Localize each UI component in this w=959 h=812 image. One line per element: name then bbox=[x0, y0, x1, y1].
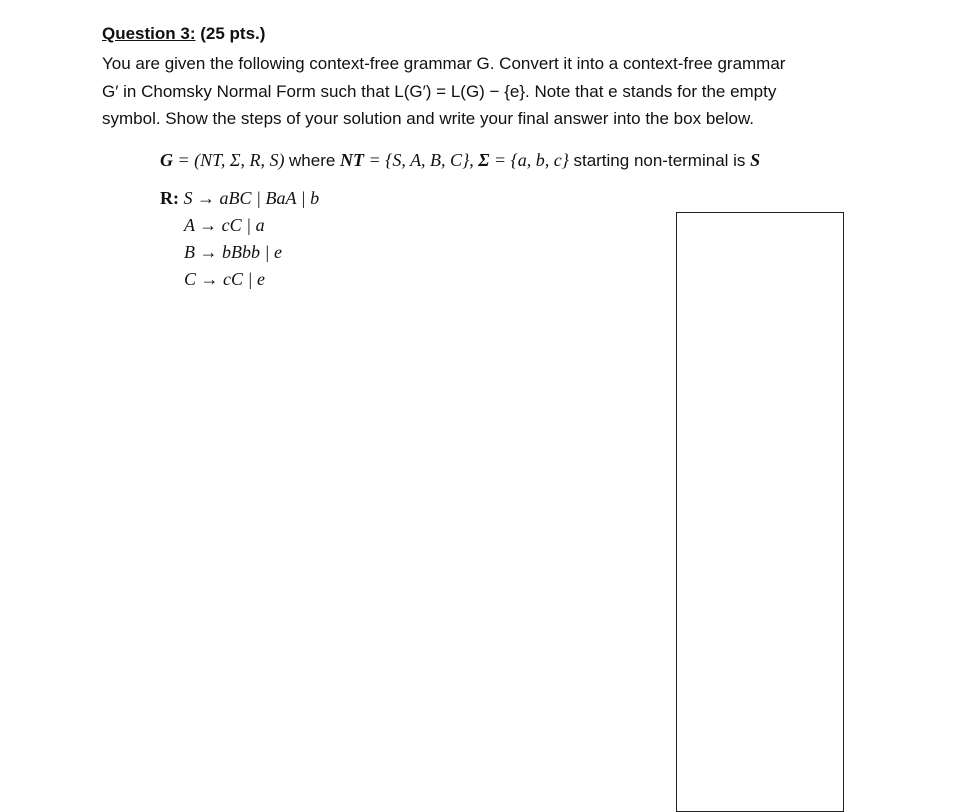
nonterminal-symbol: NT bbox=[340, 150, 365, 170]
answer-box[interactable] bbox=[676, 212, 844, 812]
grammar-tuple: = (NT, Σ, R, S) bbox=[173, 150, 290, 170]
start-symbol: S bbox=[750, 150, 761, 170]
rule-s bbox=[160, 188, 319, 209]
question-points: (25 pts.) bbox=[195, 24, 266, 43]
description-line-2: G′ in Chomsky Normal Form such that L(G′) = L(G) − {e}. Note that e stands for the empty bbox=[102, 81, 777, 101]
where-text: where bbox=[289, 151, 341, 170]
description-line-3: symbol. Show the steps of your solution and write your final answer into the box below. bbox=[102, 109, 755, 128]
rule-s-text: S → aBC | BaA | b bbox=[183, 188, 320, 208]
rule-c: C → cC | e bbox=[184, 269, 265, 289]
alphabet-symbol: Σ bbox=[478, 150, 490, 170]
question-heading bbox=[102, 24, 265, 44]
question-label: Question 3: bbox=[102, 24, 196, 43]
rules-label: R: bbox=[160, 188, 179, 208]
question-description bbox=[102, 50, 862, 133]
grammar-definition bbox=[160, 150, 760, 171]
description-line-1: You are given the following context-free grammar G. Convert it into a context-free grammar bbox=[102, 54, 786, 73]
rule-b: B → bBbb | e bbox=[184, 242, 282, 262]
start-text: starting non-terminal is bbox=[573, 151, 751, 170]
rule-a: A → cC | a bbox=[184, 215, 265, 235]
alphabet-set: = {a, b, c} bbox=[489, 150, 574, 170]
grammar-symbol: G bbox=[160, 150, 173, 170]
nonterminal-set: = {S, A, B, C}, bbox=[364, 150, 479, 170]
